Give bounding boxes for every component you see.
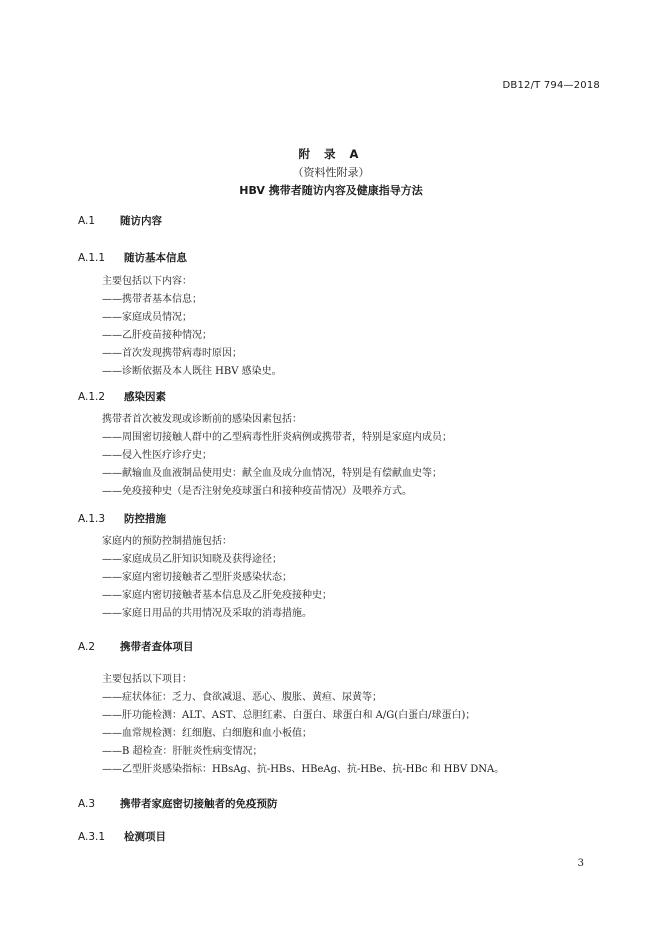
list-item: ——家庭成员乙肝知识知晓及获得途径；	[102, 554, 282, 565]
list-item: ——献输血及血液制品使用史：献全血及成分血情况，特别是有偿献血史等；	[102, 468, 442, 479]
list-item: ——乙肝疫苗接种情况；	[102, 330, 212, 341]
annex-title: 附 录 A	[298, 147, 364, 161]
body-line: 家庭内的预防控制措施包括：	[102, 536, 232, 547]
section-heading-a1	[78, 213, 162, 228]
list-item: ——诊断依据及本人既往 HBV 感染史。	[102, 366, 282, 377]
list-item: ——血常规检测：红细胞、白细胞和血小板值；	[102, 728, 312, 739]
section-heading-a3-1	[78, 829, 166, 844]
section-number: A.1.3	[78, 513, 106, 525]
section-heading-a2	[78, 639, 194, 654]
section-title: 感染因素	[124, 391, 166, 403]
list-item: ——周围密切接触人群中的乙型病毒性肝炎病例或携带者，特别是家庭内成员；	[102, 432, 452, 443]
list-item: ——B 超检查：肝脏炎性病变情况；	[102, 746, 263, 757]
section-title: 随访内容	[120, 215, 162, 227]
section-heading-a3	[78, 796, 278, 811]
section-heading-a1-3	[78, 511, 166, 526]
section-title: 检测项目	[124, 831, 166, 843]
section-number: A.1.2	[78, 391, 106, 403]
section-heading-a1-2	[78, 389, 166, 404]
section-title: 携带者查体项目	[120, 641, 194, 653]
section-title: 防控措施	[124, 513, 166, 525]
section-number: A.1.1	[78, 252, 106, 264]
list-item: ——家庭内密切接触者乙型肝炎感染状态；	[102, 572, 292, 583]
list-item: ——肝功能检测：ALT、AST、总胆红素、白蛋白、球蛋白和 A/G(白蛋白/球蛋白)；	[102, 710, 476, 721]
body-line: 主要包括以下内容：	[102, 276, 192, 287]
section-number: A.3	[78, 798, 96, 810]
list-item: ——侵入性医疗诊疗史；	[102, 450, 212, 461]
list-item: ——乙型肝炎感染指标：HBsAg、抗-HBs、HBeAg、抗-HBe、抗-HBc 和 HBV DNA。	[102, 764, 505, 775]
list-item: ——症状体征：乏力、食欲减退、恶心、腹胀、黄疸、尿黄等；	[102, 692, 382, 703]
annex-heading: HBV 携带者随访内容及健康指导方法	[239, 184, 423, 197]
section-heading-a1-1	[78, 250, 187, 265]
body-line: 主要包括以下项目：	[102, 674, 192, 685]
section-body-a1-1	[102, 273, 282, 381]
list-item: ——携带者基本信息；	[102, 294, 202, 305]
section-title: 随访基本信息	[124, 252, 187, 264]
document-code: DB12/T 794—2018	[502, 80, 600, 91]
list-item: ——家庭成员情况；	[102, 312, 192, 323]
section-body-a2	[102, 671, 504, 779]
annex-subtitle: （资料性附录）	[292, 166, 370, 179]
section-number: A.3.1	[78, 831, 106, 843]
list-item: ——家庭内密切接触者基本信息及乙肝免疫接种史；	[102, 590, 332, 601]
section-number: A.1	[78, 215, 96, 227]
section-number: A.2	[78, 641, 96, 653]
section-title: 携带者家庭密切接触者的免疫预防	[120, 798, 278, 810]
body-line: 携带者首次被发现或诊断前的感染因素包括：	[102, 414, 302, 425]
list-item: ——家庭日用品的共用情况及采取的消毒措施。	[102, 608, 312, 619]
section-body-a1-2	[102, 411, 452, 501]
section-body-a1-3	[102, 533, 332, 623]
list-item: ——免疫接种史（是否注射免疫球蛋白和接种疫苗情况）及喂养方式。	[102, 486, 412, 497]
page-number: 3	[577, 858, 584, 869]
list-item: ——首次发现携带病毒时原因；	[102, 348, 242, 359]
